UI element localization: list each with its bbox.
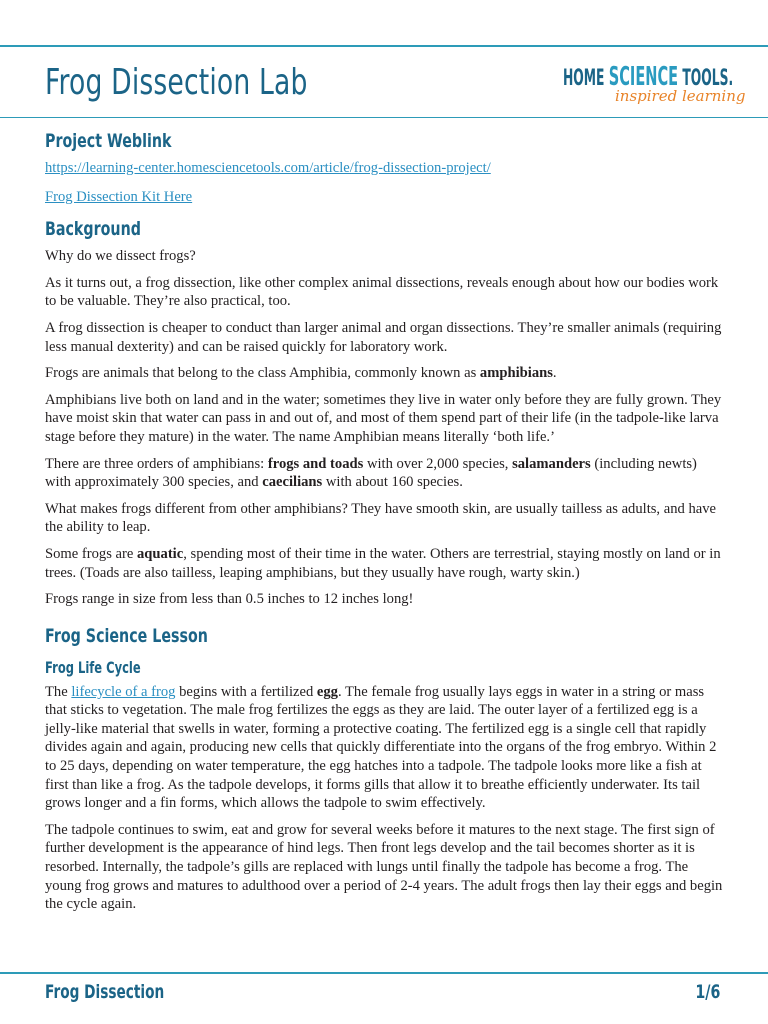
section-heading-weblink: Project Weblink bbox=[45, 130, 172, 152]
background-paragraph-4: Frogs are animals that belong to the class Amphibia, commonly known as amphibians. bbox=[45, 365, 557, 382]
background-paragraph-1: Why do we dissect frogs? bbox=[45, 248, 196, 265]
background-paragraph-7: What makes frogs different from other amphibians? They have smooth skin, are usually tailless as adults, and have the ability to leap. bbox=[45, 500, 716, 536]
term-caecilians: caecilians bbox=[262, 474, 323, 491]
section-heading-lesson: Frog Science Lesson bbox=[45, 624, 208, 647]
term-frogs-toads: frogs and toads bbox=[267, 455, 364, 472]
page-title: Frog Dissection Lab bbox=[45, 62, 308, 103]
term-aquatic: aquatic bbox=[137, 545, 184, 562]
section-heading-background: Background bbox=[45, 218, 141, 241]
term-amphibians: amphibians bbox=[479, 365, 553, 382]
background-paragraph-3: A frog dissection is cheaper to conduct than larger animal and organ dissections. They’re smaller animals (requiring less manual dexterity) and can be raised quickly for laboratory work. bbox=[45, 319, 722, 355]
kit-link[interactable]: Frog Dissection Kit Here bbox=[45, 188, 193, 205]
footer-title: Frog Dissection bbox=[45, 981, 165, 1003]
lesson-paragraph-1: The lifecycle of a frog begins with a fertilized egg. The female frog usually lays eggs in water in a string or mass that sticks to vegetation. The male frog fertilizes the eggs as they are laid. The outer layer of a fertilized egg is a jelly-like material that swells in water, forming a protective coating. The fertilized egg is a single cell that rapidly divides again and again, producing new cells that quickly differentiate into the organs of the frog embryo. Within 2 to 25 days, depending on water temperature, the egg hatches into a tadpole. The tadpole looks more like a fish at first than like a frog. As the tadpole develops, it forms gills that allow it to breathe efficiently underwater. Its tail grows longer and a fin forms, which allows the tadpole to swim effectively. bbox=[45, 683, 717, 812]
footer-rule bbox=[0, 972, 768, 974]
page-content bbox=[45, 128, 725, 922]
subheading-life-cycle: Frog Life Cycle bbox=[45, 657, 141, 677]
background-paragraph-5: Amphibians live both on land and in the water; sometimes they live in water only before they are fully grown. They have moist skin that water can pass in and out of, and most of them spend part of their life (in the tadpole-like larva stage before they mature) in the water. The name Amphibian means literally ‘both life.’ bbox=[45, 391, 722, 445]
header-bottom-rule bbox=[0, 117, 768, 118]
background-paragraph-9: Frogs range in size from less than 0.5 inches to 12 inches long! bbox=[45, 591, 414, 608]
logo-tagline: inspired learning bbox=[615, 87, 746, 105]
page-number: 1/6 bbox=[694, 981, 720, 1003]
background-paragraph-2: As it turns out, a frog dissection, like other complex animal dissections, reveals enough about how our bodies work to be valuable. They’re also practical, too. bbox=[45, 274, 719, 310]
logo-tools: TOOLS. bbox=[678, 66, 734, 91]
term-egg: egg bbox=[316, 683, 338, 700]
background-paragraph-8: Some frogs are aquatic, spending most of their time in the water. Others are terrestrial, staying mostly on land or in trees. (Toads are also tailless, leaping amphibians, but they usually have rough, warty skin.) bbox=[45, 545, 721, 581]
term-salamanders: salamanders bbox=[512, 455, 591, 472]
logo-home: HOME bbox=[563, 66, 609, 91]
lifecycle-link[interactable]: lifecycle of a frog bbox=[71, 683, 176, 700]
lesson-paragraph-2: The tadpole continues to swim, eat and grow for several weeks before it matures to the next stage. The first sign of further development is the appearance of hind legs. Then front legs develop and the tail becomes shorter as it is resorbed. Internally, the tadpole’s gills are replaced with lungs until finally the tadpole has become a frog. The young frog grows and matures to adulthood over a period of 2-4 years. The adult frogs then lay their eggs and begin the cycle again. bbox=[45, 821, 723, 913]
header-top-rule bbox=[0, 45, 768, 47]
project-weblink[interactable]: https://learning-center.homesciencetools.com/article/frog-dissection-project/ bbox=[45, 160, 491, 176]
logo-science: SCIENCE bbox=[608, 62, 679, 92]
background-paragraph-6: There are three orders of amphibians: frogs and toads with over 2,000 species, salamanders (including newts) with approximately 300 species, and caecilians with about 160 species. bbox=[45, 455, 697, 491]
brand-logo bbox=[563, 62, 746, 110]
